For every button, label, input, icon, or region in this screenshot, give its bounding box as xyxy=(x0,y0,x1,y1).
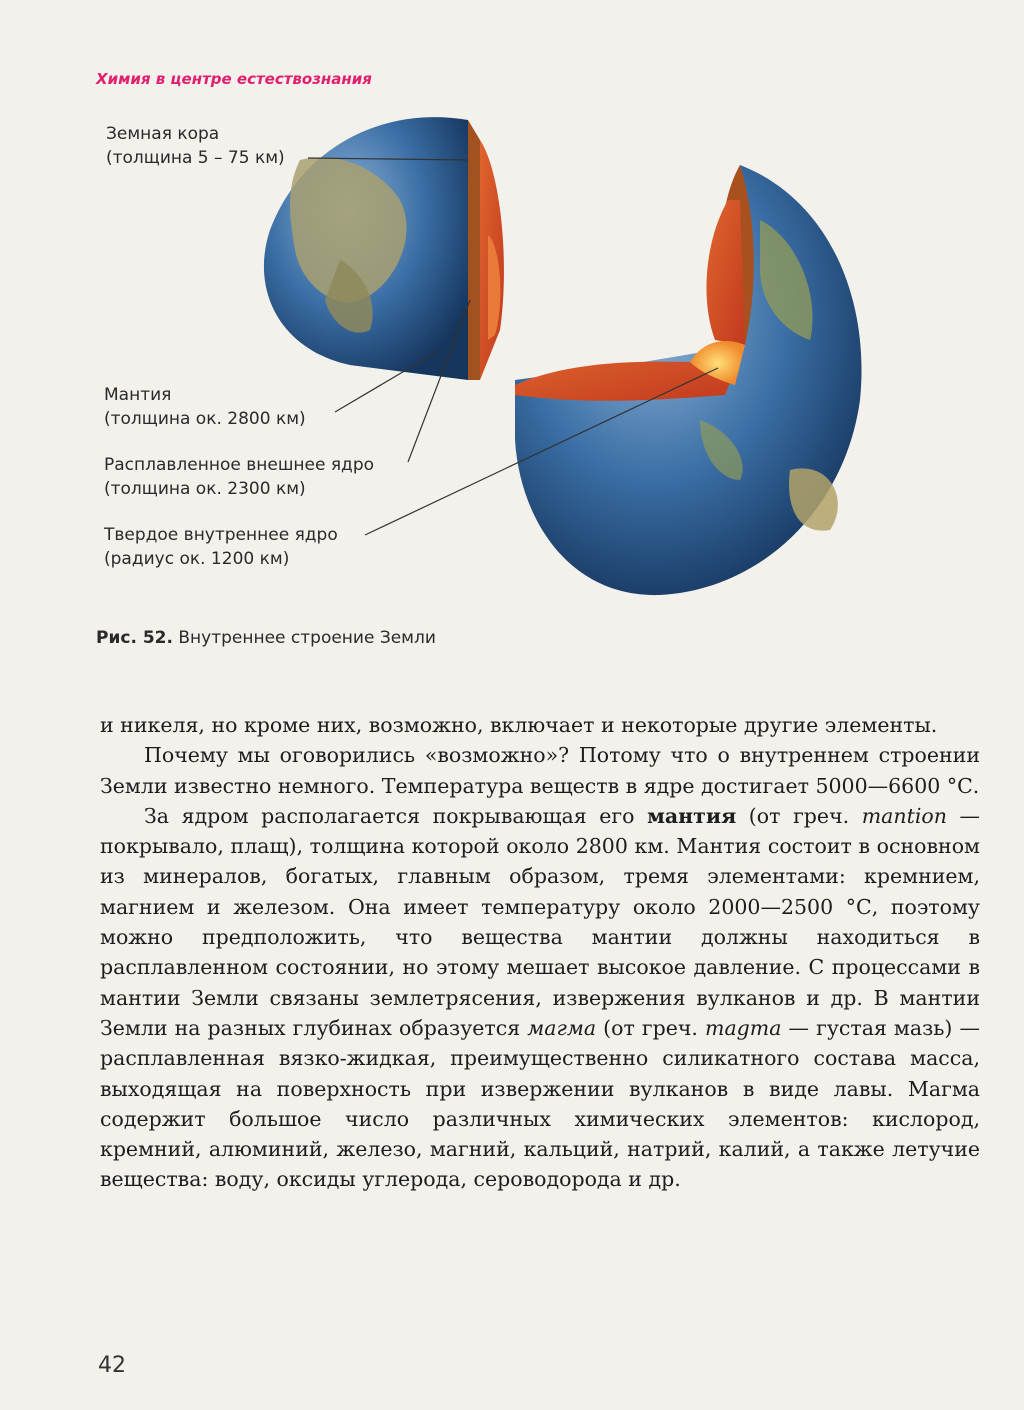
p3-text: (от греч. xyxy=(596,1015,705,1040)
figure-number: Рис. 52. xyxy=(96,628,173,648)
label-inner-core xyxy=(104,523,338,571)
right-globe-piece xyxy=(515,165,862,595)
term-mantion: mantion xyxy=(861,803,947,828)
term-mantle: мантия xyxy=(647,803,737,828)
label-crust-thickness: (толщина 5 – 75 км) xyxy=(106,148,285,168)
label-mantle-title: Мантия xyxy=(104,385,172,405)
paragraph-1: и никеля, но кроме них, возможно, включает и некоторые другие элементы. xyxy=(100,713,938,737)
label-outer-core-thickness: (толщина ок. 2300 км) xyxy=(104,479,306,499)
label-outer-core-title: Расплавленное внешнее ядро xyxy=(104,455,375,475)
earth-structure-figure xyxy=(0,0,1024,620)
body-text xyxy=(100,710,980,1195)
label-crust xyxy=(106,122,285,170)
paragraph-2: Почему мы оговорились «возможно»? Потому что о внутреннем строении Земли известно немного. Температура веществ в ядре достигает 5000—6600 °С. xyxy=(100,743,980,798)
term-magma-greek: magma xyxy=(705,1015,782,1040)
p3-text: — покрывало, плащ), толщина которой около 2800 км. Мантия состоит в основном из минералов, богатых, главным образом, тремя элементами: кремнием, магнием и железом. Она имеет температуру около 2000—2500 °С, поэтому можно предположить, что вещества мантии должны находиться в расплавленном состоянии, но этому мешает высокое давление. С процессами в мантии Земли связаны землетрясения, извержения вулканов и др. В мантии Земли на разных глубинах образуется xyxy=(100,803,980,1040)
running-header: Химия в центре естествознания xyxy=(96,70,372,88)
term-magma-ru: магма xyxy=(527,1015,597,1040)
label-outer-core xyxy=(104,453,374,501)
figure-caption xyxy=(96,628,436,648)
p3-text: (от греч. xyxy=(736,803,862,828)
figure-title: Внутреннее строение Земли xyxy=(172,628,436,648)
label-mantle xyxy=(104,383,306,431)
paragraph-3 xyxy=(100,801,980,1195)
label-inner-core-title: Твердое внутреннее ядро xyxy=(104,525,338,545)
left-globe-piece xyxy=(264,117,504,380)
p3-text: — густая мазь) — расплавленная вязко-жидкая, преимущественно силикатного состава масса, выходящая на поверхность при извержении вулканов в виде лавы. Магма содержит большое число различных химических элементов: кислород, кремний, алюминий, железо, магний, кальций, натрий, калий, а также летучие вещества: воду, оксиды углерода, сероводорода и др. xyxy=(100,1015,980,1192)
label-crust-title: Земная кора xyxy=(106,124,220,144)
label-mantle-thickness: (толщина ок. 2800 км) xyxy=(104,409,306,429)
p3-text: За ядром располагается покрывающая его xyxy=(144,803,648,828)
label-inner-core-radius: (радиус ок. 1200 км) xyxy=(104,549,290,569)
page-number: 42 xyxy=(98,1353,126,1378)
